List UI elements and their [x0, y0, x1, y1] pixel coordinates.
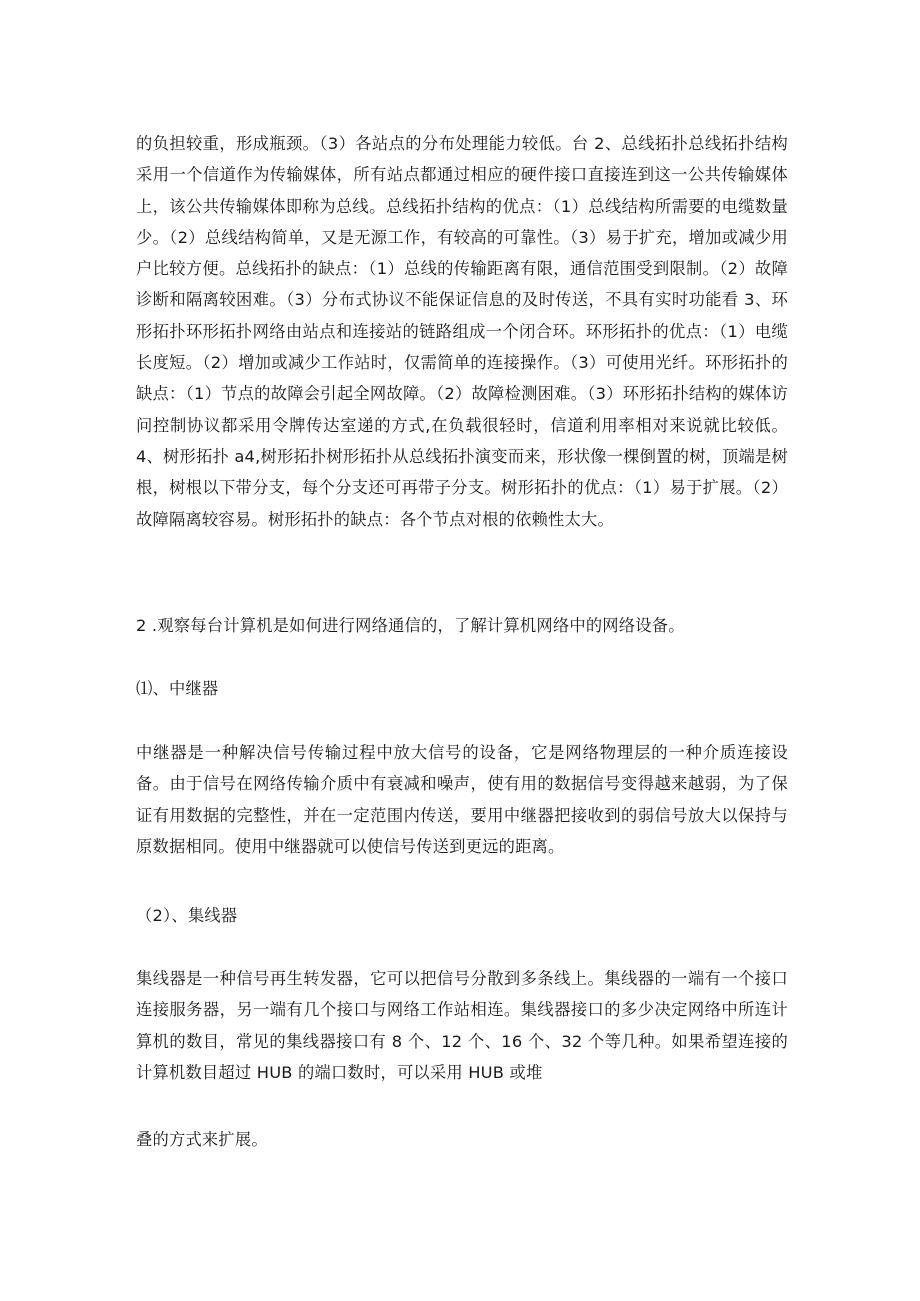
section-heading-network-devices: 2 .观察每台计算机是如何进行网络通信的，了解计算机网络中的网络设备。: [136, 616, 685, 635]
repeater-paragraph: 中继器是一种解决信号传输过程中放大信号的设备，它是网络物理层的一种介质连接设备。由于信号在网络传输介质中有衰减和噪声，使有用的数据信号变得越来越弱，为了保证有用数据的完整性，并在一定范围内传送，要用中继器把接收到的弱信号放大以保持与原数据相同。使用中继器就可以使信号传送到更远的距离。: [136, 743, 788, 856]
subheading-hub: （2）、集线器: [136, 906, 238, 925]
hub-paragraph-continuation: 叠的方式来扩展。: [136, 1130, 268, 1149]
topology-paragraph: 的负担较重，形成瓶颈。（3）各站点的分布处理能力较低。台 2、总线拓扑总线拓扑结构采用一个信道作为传输媒体，所有站点都通过相应的硬件接口直接连到这一公共传输媒体上，该公共传输媒体即称为总线。总线拓扑结构的优点：（1）总线结构所需要的电缆数量少。（2）总线结构简单，又是无源工作，有较高的可靠性。（3）易于扩充，增加或减少用户比较方便。总线拓扑的缺点：（1）总线的传输距离有限，通信范围受到限制。（2）故障诊断和隔离较困难。（3）分布式协议不能保证信息的及时传送，不具有实时功能看 3、环形拓扑环形拓扑网络由站点和连接站的链路组成一个闭合环。环形拓扑的优点：（1）电缆长度短。（2）增加或减少工作站时，仅需简单的连接操作。（3）可使用光纤。环形拓扑的缺点：（1）节点的故障会引起全网故障。（2）故障检测困难。（3）环形拓扑结构的媒体访问控制协议都采用令牌传达室递的方式,在负载很轻时，信道利用率相对来说就比较低。4、树形拓扑 a4,树形拓扑树形拓扑从总线拓扑演变而来，形状像一棵倒置的树，顶端是树根，树根以下带分支，每个分支还可再带子分支。树形拓扑的优点：（1）易于扩展。（2）故障隔离较容易。树形拓扑的缺点：各个节点对根的依赖性太大。: [136, 134, 788, 529]
subheading-repeater: ⑴、中继器: [136, 679, 219, 698]
hub-paragraph: 集线器是一种信号再生转发器，它可以把信号分散到多条线上。集线器的一端有一个接口连接服务器，另一端有几个接口与网络工作站相连。集线器接口的多少决定网络中所连计算机的数目，常见的集线器接口有 8 个、12 个、16 个、32 个等几种。如果希望连接的计算机数目超过 HUB 的端口数时，可以采用 HUB 或堆: [136, 969, 788, 1082]
